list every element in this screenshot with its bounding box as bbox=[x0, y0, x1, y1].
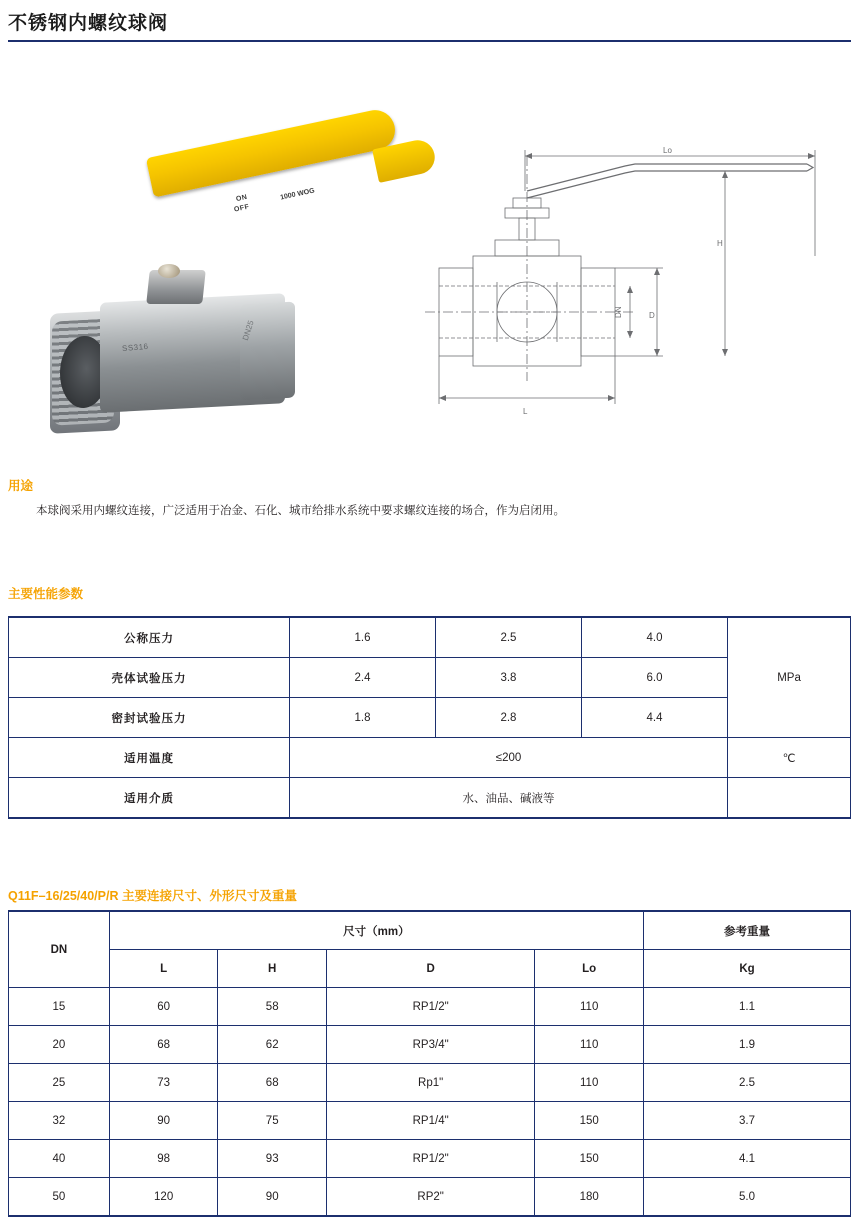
cell-h: 68 bbox=[218, 1064, 326, 1102]
handle-on-label: ON bbox=[235, 193, 249, 204]
cell-dn: 25 bbox=[9, 1064, 110, 1102]
table-row bbox=[9, 1064, 851, 1102]
header-l: L bbox=[109, 950, 218, 988]
performance-heading: 主要性能参数 bbox=[8, 587, 84, 601]
perf-value: 3.8 bbox=[435, 658, 581, 698]
perf-value: 6.0 bbox=[581, 658, 727, 698]
perf-value: 1.8 bbox=[290, 698, 436, 738]
cell-kg: 2.5 bbox=[644, 1064, 851, 1102]
perf-value-merged: ≤200 bbox=[290, 738, 728, 778]
table-row bbox=[9, 778, 851, 819]
cell-h: 62 bbox=[218, 1026, 326, 1064]
cell-kg: 1.9 bbox=[644, 1026, 851, 1064]
table-row bbox=[9, 658, 851, 698]
perf-value: 2.8 bbox=[435, 698, 581, 738]
cell-dn: 15 bbox=[9, 988, 110, 1026]
cell-dn: 50 bbox=[9, 1178, 110, 1217]
table-row bbox=[9, 1102, 851, 1140]
figure-area bbox=[0, 58, 859, 448]
valve-stem-cap bbox=[158, 264, 180, 278]
cell-kg: 3.7 bbox=[644, 1102, 851, 1140]
cell-h: 93 bbox=[218, 1140, 326, 1178]
header-h: H bbox=[218, 950, 326, 988]
drawing-label-d: D bbox=[649, 311, 655, 320]
table-row bbox=[9, 988, 851, 1026]
title-divider bbox=[8, 40, 851, 42]
cell-d: RP1/2" bbox=[326, 988, 534, 1026]
ball-valve-photo bbox=[40, 98, 460, 438]
perf-value: 4.0 bbox=[581, 617, 727, 658]
technical-drawing bbox=[425, 136, 825, 466]
cell-l: 60 bbox=[109, 988, 218, 1026]
drawing-label-l: L bbox=[523, 407, 528, 416]
perf-value: 2.4 bbox=[290, 658, 436, 698]
table-row bbox=[9, 1178, 851, 1217]
table-header-row bbox=[9, 911, 851, 950]
cell-d: Rp1" bbox=[326, 1064, 534, 1102]
cell-h: 58 bbox=[218, 988, 326, 1026]
dimension-table bbox=[8, 910, 851, 1217]
cell-lo: 180 bbox=[535, 1178, 644, 1217]
cell-l: 90 bbox=[109, 1102, 218, 1140]
table-row bbox=[9, 1026, 851, 1064]
drawing-label-h: H bbox=[717, 239, 723, 248]
cell-l: 98 bbox=[109, 1140, 218, 1178]
handle-off-label: OFF bbox=[233, 203, 251, 214]
cell-l: 68 bbox=[109, 1026, 218, 1064]
cell-dn: 20 bbox=[9, 1026, 110, 1064]
table-row bbox=[9, 698, 851, 738]
table-row bbox=[9, 1140, 851, 1178]
cell-dn: 40 bbox=[9, 1140, 110, 1178]
usage-text: 本球阀采用内螺纹连接，广泛适用于冶金、石化、城市给排水系统中要求螺纹连接的场合，作为启闭用。 bbox=[36, 505, 565, 517]
perf-value: 1.6 bbox=[290, 617, 436, 658]
body-marking-right: DN25 bbox=[240, 319, 256, 342]
cell-lo: 150 bbox=[535, 1102, 644, 1140]
cell-lo: 110 bbox=[535, 1064, 644, 1102]
perf-value: 2.5 bbox=[435, 617, 581, 658]
cell-lo: 110 bbox=[535, 1026, 644, 1064]
page-title: 不锈钢内螺纹球阀 bbox=[8, 13, 169, 34]
table-row bbox=[9, 738, 851, 778]
header-kg: Kg bbox=[644, 950, 851, 988]
cell-d: RP1/2" bbox=[326, 1140, 534, 1178]
cell-h: 90 bbox=[218, 1178, 326, 1217]
perf-unit: MPa bbox=[728, 617, 851, 738]
perf-value: 4.4 bbox=[581, 698, 727, 738]
perf-unit bbox=[728, 778, 851, 819]
perf-label: 壳体试验压力 bbox=[9, 658, 290, 698]
table-row bbox=[9, 617, 851, 658]
header-dn: DN bbox=[9, 911, 110, 988]
table-header-row bbox=[9, 950, 851, 988]
cell-dn: 32 bbox=[9, 1102, 110, 1140]
cell-lo: 150 bbox=[535, 1140, 644, 1178]
cell-l: 120 bbox=[109, 1178, 218, 1217]
body-marking-left: SS316 bbox=[121, 341, 149, 354]
valve-outlet-body bbox=[240, 302, 295, 401]
cell-d: RP3/4" bbox=[326, 1026, 534, 1064]
perf-value-merged: 水、油品、碱液等 bbox=[290, 778, 728, 819]
handle-rating-label: 1000 WOG bbox=[279, 187, 316, 202]
perf-label: 适用介质 bbox=[9, 778, 290, 819]
header-lo: Lo bbox=[535, 950, 644, 988]
header-d: D bbox=[326, 950, 534, 988]
valve-handle bbox=[146, 106, 399, 197]
cell-kg: 1.1 bbox=[644, 988, 851, 1026]
perf-label: 适用温度 bbox=[9, 738, 290, 778]
perf-label: 公称压力 bbox=[9, 617, 290, 658]
cell-h: 75 bbox=[218, 1102, 326, 1140]
cell-lo: 110 bbox=[535, 988, 644, 1026]
drawing-label-dn: DN bbox=[614, 306, 623, 318]
cell-kg: 5.0 bbox=[644, 1178, 851, 1217]
header-size-group: 尺寸（mm） bbox=[109, 911, 643, 950]
performance-table bbox=[8, 616, 851, 819]
cell-d: RP2" bbox=[326, 1178, 534, 1217]
dimension-heading: Q11F–16/25/40/P/R 主要连接尺寸、外形尺寸及重量 bbox=[8, 889, 297, 903]
drawing-label-lo: Lo bbox=[663, 146, 672, 155]
perf-unit: ℃ bbox=[728, 738, 851, 778]
usage-heading: 用途 bbox=[8, 479, 34, 493]
cell-kg: 4.1 bbox=[644, 1140, 851, 1178]
cell-d: RP1/4" bbox=[326, 1102, 534, 1140]
perf-label: 密封试验压力 bbox=[9, 698, 290, 738]
cell-l: 73 bbox=[109, 1064, 218, 1102]
header-weight-group: 参考重量 bbox=[644, 911, 851, 950]
